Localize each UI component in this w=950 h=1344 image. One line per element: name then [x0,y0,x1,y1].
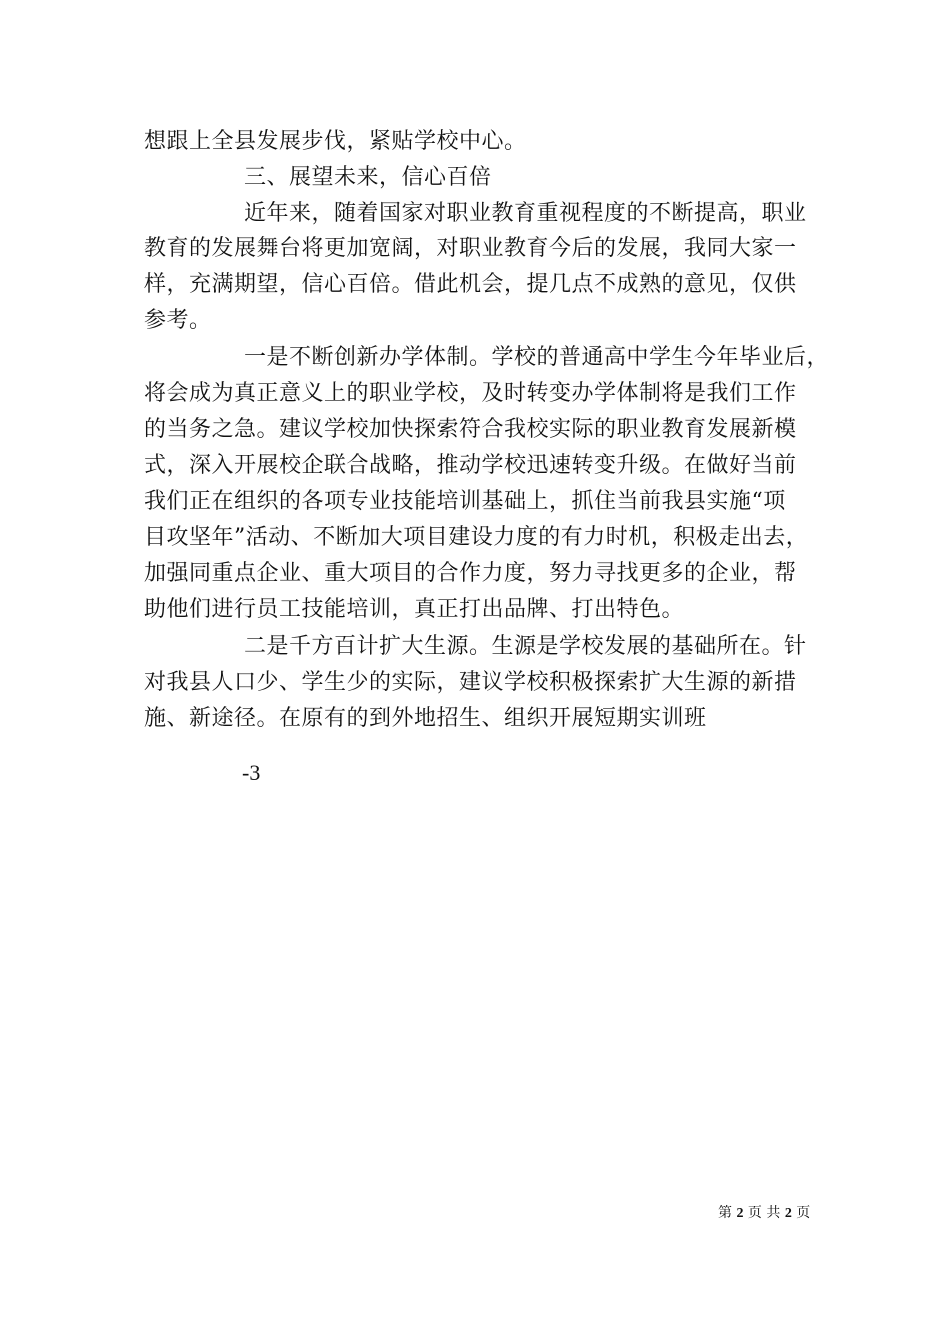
text-line: 想跟上全县发展步伐，紧贴学校中心。 [144,129,527,154]
text-line: 助他们进行员工技能培训，真正打出品牌、打出特色。 [144,597,685,622]
text-line: 的当务之急。建议学校加快探索符合我校实际的职业教育发展新模 [144,417,797,442]
footer-middle: 页 共 [747,1205,781,1221]
text-line: 对我县人口少、学生少的实际，建议学校积极探索扩大生源的新措 [144,670,797,695]
paragraph-start-line: 一是不断创新办学体制。学校的普通高中学生今年毕业后， [244,345,830,370]
text-line: 将会成为真正意义上的职业学校，及时转变办学体制将是我们工作 [144,381,797,406]
text-line: 加强同重点企业、重大项目的合作力度，努力寻找更多的企业，帮 [144,561,797,586]
paragraph-start-line: 二是千方百计扩大生源。生源是学校发展的基础所在。针 [244,634,807,659]
footer-current-page: 2 [736,1206,744,1221]
footer-suffix: 页 [796,1205,811,1221]
text-line: 教育的发展舞台将更加宽阔，对职业教育今后的发展，我同大家一 [144,236,797,261]
text-line: 目攻坚年”活动、不断加大项目建设力度的有力时机，积极走出去， [144,525,809,550]
section-heading: 三、展望未来，信心百倍 [244,165,492,190]
text-line: 参考。 [144,308,212,333]
text-line: 样，充满期望，信心百倍。借此机会，提几点不成熟的意见，仅供 [144,272,797,297]
footer-prefix: 第 [718,1205,732,1221]
page-marker: -3 [242,760,261,785]
text-line: 施、新途径。在原有的到外地招生、组织开展短期实训班 [144,706,707,731]
page-footer [718,1204,810,1223]
footer-total-pages: 2 [784,1206,792,1221]
paragraph-start-line: 近年来，随着国家对职业教育重视程度的不断提高，职业 [244,201,807,226]
text-line: 式，深入开展校企联合战略，推动学校迅速转变升级。在做好当前 [144,453,797,478]
text-line: 我们正在组织的各项专业技能培训基础上，抓住当前我县实施“项 [144,489,786,514]
